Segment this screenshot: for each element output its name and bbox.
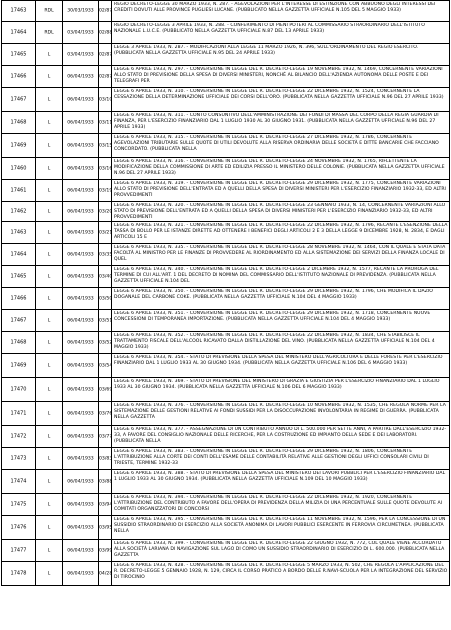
cell-record-number xyxy=(1,310,36,332)
cell-act-date xyxy=(63,44,99,66)
act-description-text: LEGGE 6 APRILE 1933, N. 388. - STATO DI PREVISIONE DELLA SPESA DEL MINISTERO DEI LAVORI PUBBLICI PER L'ESERCIZIO FINANZIARIO DAL 1 LUGLIO 1933 AL 30 GIUGNO 1934. (PUBBLICATA NELLA GAZZETTA UFFICIALE N.109 DEL 10 MAGGIO 1933) xyxy=(114,471,446,483)
cell-act-type-value: L xyxy=(47,479,51,484)
cell-record-number xyxy=(1,448,36,470)
cell-act-type-value: L xyxy=(47,230,51,235)
cell-record-number-value: 17476 xyxy=(10,524,27,530)
cell-act-code-value: 03/11 xyxy=(99,120,113,125)
cell-act-code-value: 02/87 xyxy=(99,74,113,79)
cell-act-date-value: 06/04/1933 xyxy=(67,387,94,392)
cell-record-number-value: 17463 xyxy=(10,7,27,14)
cell-act-code-value: 03/99 xyxy=(99,548,113,553)
cell-act-date-value: 06/04/1933 xyxy=(67,74,94,79)
act-description-text: LEGGE 6 APRILE 1933, N. 310. - CONVERSIONE IN LEGGE DEL R. DECRETO-LEGGE 22 DICEMBRE 1932, N. 1524, CONCERNENTE LA CESSAZIONE DELLA DETERMINAZIONE UFFICIALE DEI CORSI DELL'ORO. (PUBBLICATA NELLA GAZZETTA UFFICIALE N.96 DEL 27 APRILE 1933) xyxy=(114,89,444,101)
act-description-text: LEGGE 6 APRILE 1933, N. 399. - CONVERSIONE IN LEGGE DEL R. DECRETO-LEGGE 22 GIUGNO 1932, N. 772, COL QUALE VIENE ACCORDATO ALLA SOCIETÀ LARIANA DI NAVIGAZIONE SUL LAGO DI COMO UN SUSSIDIO STRAORDINARIO DI ESERCIZIO DI L. 600.000. (PUBBLICATA NELLA GAZZETTA xyxy=(114,541,445,559)
cell-act-code xyxy=(99,1,112,22)
cell-record-number-value: 17463 xyxy=(10,229,27,235)
cell-act-date xyxy=(63,378,99,402)
cell-act-type-value: L xyxy=(47,434,51,439)
act-description-text: LEGGE 6 APRILE 1933, N. 315. - CONVERSIONE IN LEGGE DEL R. DECRETO-LEGGE 27 DICEMBRE 1932, N. 1786, CONCERNENTE AGEVOLAZIONI TRIBUTARIE SULLE QUOTE DI UTILI DEVOLUTE ALLA RISERVA ORDINARIA DELLE SOCIETÀ E DITTE BANCARIE CHE FACCIANO CONCORDATO. (PUBBLICATA NELLA xyxy=(114,135,439,153)
cell-act-description xyxy=(112,288,450,310)
table-row xyxy=(1,22,450,44)
act-description-text: LEGGE 6 APRILE 1933, N. 383. - CONVERSIONE IN LEGGE DEL R. DECRETO-LEGGE 29 DICEMBRE 1932, N. 1806, CONCERNENTE L'ATTRIBUZIONE ALLA CORTE DEI CONTI DELL'ESAME DELLE CONTABILITÀ RELATIVE ALLE GESTIONI DEGLI UFFICI CONSOLARI CIVILI DI TRIESTE, TERMINE 1932-33 xyxy=(114,449,429,467)
cell-act-date-value: 06/04/1933 xyxy=(67,434,94,439)
cell-act-type-value: L xyxy=(47,274,51,279)
cell-act-code-value: 03/15 xyxy=(99,143,113,148)
cell-act-date-value: 30/03/1933 xyxy=(67,8,94,14)
cell-record-number xyxy=(1,540,36,562)
table-row xyxy=(1,470,450,494)
cell-act-code-value: 03/88 xyxy=(99,479,113,484)
cell-act-code xyxy=(99,22,112,44)
cell-act-type-value: L xyxy=(47,143,51,148)
cell-act-code xyxy=(99,202,112,222)
cell-record-number-value: 17471 xyxy=(10,410,27,416)
table-row xyxy=(1,112,450,134)
cell-act-type xyxy=(36,22,63,44)
register-table xyxy=(1,0,450,630)
cell-act-description xyxy=(112,22,450,44)
cell-act-date xyxy=(63,516,99,540)
cell-act-type xyxy=(36,494,63,516)
cell-record-number xyxy=(1,134,36,158)
cell-act-type xyxy=(36,332,63,354)
cell-act-type-value: L xyxy=(47,52,51,57)
cell-act-date xyxy=(63,22,99,44)
cell-act-description xyxy=(112,516,450,540)
cell-act-type-value: L xyxy=(47,97,51,102)
table-row xyxy=(1,180,450,202)
cell-record-number-value: 17478 xyxy=(10,570,27,576)
cell-record-number-value: 17465 xyxy=(10,51,27,57)
cell-act-date-value: 06/04/1933 xyxy=(67,340,94,345)
table-row xyxy=(1,562,450,586)
cell-record-number-value: 17470 xyxy=(10,386,27,392)
cell-record-number xyxy=(1,1,36,22)
cell-act-date-value: 06/04/1933 xyxy=(67,274,94,279)
cell-act-description xyxy=(112,266,450,288)
act-description-text: LEGGE 6 APRILE 1933, N. 316. - CONVERSIONE IN LEGGE DEL R. DECRETO-LEGGE 24 NOVEMBRE 1932, N. 1765, RIFLETTENTE LA MODIFICAZIONE DELLA COMMISSIONE DI ARTE ED EDILIZIA PRESSO IL MINISTERO DELLE COLONIE. (PUBBLICATA NELLA GAZZETTA UFFICIALE N.96 DEL 27 APRILE 1933) xyxy=(114,159,445,177)
cell-act-code-value: 04/28 xyxy=(99,571,113,576)
cell-record-number xyxy=(1,494,36,516)
cell-record-number xyxy=(1,470,36,494)
cell-act-date-value: 06/04/1933 xyxy=(67,479,94,484)
cell-act-type xyxy=(36,180,63,202)
cell-act-type xyxy=(36,378,63,402)
cell-act-date xyxy=(63,332,99,354)
cell-act-type-value: L xyxy=(47,502,51,507)
cell-act-date xyxy=(63,266,99,288)
cell-act-code xyxy=(99,562,112,586)
act-description-text: LEGGE 6 APRILE 1933, N. 335. - CONVERSIONE IN LEGGE DEL R. DECRETO-LEGGE 28 NOVEMBRE 1932, N. 1464, CON IL QUALE È STATA DATA FACOLTÀ AL MINISTRO PER LE FINANZE DI PROVVEDERE AL RIORDINAMENTO ED ALLA SISTEMAZIONE DEI SERVIZI DELLA FINANZA LOCALE DI QUEL xyxy=(114,245,446,263)
cell-act-type-value: RDL xyxy=(44,30,54,35)
cell-act-type-value: L xyxy=(47,340,51,345)
cell-act-type xyxy=(36,112,63,134)
cell-act-description xyxy=(112,112,450,134)
cell-act-type xyxy=(36,448,63,470)
cell-record-number-value: 17464 xyxy=(10,29,27,35)
table-row xyxy=(1,202,450,222)
table-row xyxy=(1,44,450,66)
cell-act-date-value: 06/04/1933 xyxy=(67,296,94,301)
act-description-text: LEGGE 6 APRILE 1933, N. 320. - CONVERSIONE IN LEGGE DEL R. DECRETO-LEGGE 23 GENNAIO 1933, N. 14, CONCERNENTE VARIAZIONI ALLO STATO DI PREVISIONE DELL'ENTRATA ED A QUELLI DELLA SPESA DI DIVERSI MINISTERI PER L'ESERCIZIO FINANZIARIO 1932-33, ED ALTRI PROVVEDIMENTI xyxy=(114,203,446,221)
cell-act-type xyxy=(36,288,63,310)
cell-record-number xyxy=(1,202,36,222)
table-row xyxy=(1,158,450,180)
cell-record-number xyxy=(1,402,36,426)
table-row xyxy=(1,402,450,426)
cell-act-code xyxy=(99,354,112,378)
cell-record-number xyxy=(1,354,36,378)
cell-record-number-value: 17468 xyxy=(10,119,27,125)
cell-act-description xyxy=(112,310,450,332)
cell-record-number xyxy=(1,288,36,310)
cell-record-number xyxy=(1,378,36,402)
cell-act-code-value: 03/16 xyxy=(99,166,113,171)
table-row xyxy=(1,266,450,288)
act-description-text: LEGGE 6 APRILE 1933, N. 311. - CONTO CONSUNTIVO DELL'AMMINISTRAZIONE DEI FONDI DI MASSA DEL CORPO DELLA REGIA GUARDIA DI FINANZA, PER L'ESERCIZIO FINANZIARIO DAL 1 LUGLIO 1930 AL 30 GIUGNO 1931. (PUBBLICATA NELLA GAZZETTA UFFICIALE N.96 DEL 27 APRILE 1933) xyxy=(114,113,439,131)
act-description-text: LEGGE 6 APRILE 1933, N. 297. - CONVERSIONE IN LEGGE DEL R. DECRETO-LEGGE 19 NOVEMBRE 1932, N. 1469, CONCERNENTE VARIAZIONI ALLO STATO DI PREVISIONE DELLA SPESA DI DIVERSI MINISTERI, NONCHÉ AL BILANCIO DELL'AZIENDA AUTONOMA DELLE POSTE E DEI TELEGRAFI PER xyxy=(114,67,443,85)
cell-record-number-value: 17467 xyxy=(10,317,27,323)
cell-act-type xyxy=(36,1,63,22)
cell-act-code xyxy=(99,332,112,354)
cell-record-number xyxy=(1,332,36,354)
cell-record-number-value: 17468 xyxy=(10,339,27,345)
cell-act-type xyxy=(36,562,63,586)
cell-act-code xyxy=(99,448,112,470)
table-row xyxy=(1,332,450,354)
table-row xyxy=(1,448,450,470)
cell-act-code-value: 03/76 xyxy=(99,411,113,416)
table-row xyxy=(1,288,450,310)
cell-act-type-value: L xyxy=(47,525,51,530)
cell-act-date xyxy=(63,134,99,158)
cell-record-number-value: 17462 xyxy=(10,208,27,214)
table-row xyxy=(1,378,450,402)
cell-act-type xyxy=(36,470,63,494)
cell-act-type-value: L xyxy=(47,188,51,193)
cell-act-description xyxy=(112,494,450,516)
cell-act-date xyxy=(63,470,99,494)
cell-act-type-value: RDL xyxy=(44,8,54,14)
cell-act-description xyxy=(112,202,450,222)
cell-act-code xyxy=(99,66,112,88)
table-row xyxy=(1,354,450,378)
cell-act-description xyxy=(112,222,450,244)
table-row xyxy=(1,426,450,448)
act-description-text: LEGGE 6 APRILE 1933, N. 351. - CONVERSIONE IN LEGGE DEL R. DECRETO-LEGGE 29 DICEMBRE 1932, N. 1718, CONCERNENTE NUOVE CONCESSIONI DI TEMPORANEA IMPORTAZIONE. (PUBBLICATA NELLA GAZZETTA UFFICIALE N.104 DEL 4 MAGGIO 1933) xyxy=(114,311,431,323)
cell-record-number-value: 17474 xyxy=(10,478,27,484)
cell-act-code xyxy=(99,288,112,310)
cell-act-type-value: L xyxy=(47,74,51,79)
act-description-text: LEGGE 6 APRILE 1933, N. 350. - CONVERSIONE IN LEGGE DEL R. DECRETO-LEGGE 29 DICEMBRE 1932, N. 1796, CHE MODIFICA IL DAZIO DOGANALE DEL CARBONE COKE. (PUBBLICATA NELLA GAZZETTA UFFICIALE N.104 DEL 4 MAGGIO 1933) xyxy=(114,289,433,301)
cell-act-date xyxy=(63,354,99,378)
table-row xyxy=(1,222,450,244)
act-description-text: LEGGE 6 APRILE 1933, N. 395. - CONVERSIONE IN LEGGE DEL R. DECRETO-LEGGE 11 NOVEMBRE 1932, N. 1596, PER LA CONCESSIONE DI UN SUSSIDIO STRAORDINARIO DI ESERCIZIO ALLA SOCIETÀ ANONIMA DI LAVORI PUBBLICI ESERCENTE IN FERROVIA CIRCUMETNEA. (PUBBLICATA NELLA xyxy=(114,517,446,535)
cell-act-date-value: 06/04/1933 xyxy=(67,363,94,368)
cell-act-type xyxy=(36,134,63,158)
cell-record-number xyxy=(1,266,36,288)
cell-act-code-value: 03/69 xyxy=(99,387,113,392)
cell-act-code xyxy=(99,426,112,448)
cell-record-number-value: 17473 xyxy=(10,455,27,461)
cell-act-code xyxy=(99,378,112,402)
act-description-text: LEGGE 6 APRILE 1933, N. 340. - CONVERSIONE IN LEGGE DEL R. DECRETO-LEGGE 2 DICEMBRE 1932, N. 1577, RECANTE LA PROROGA DEL TERMINE DI CUI ALL'ART. 1 DEL DECRETO DI NOMINA DEL COMMISSARIO DELL'ISTITUTO NAZIONALE DI PREVIDENZA. (PUBBLICATA NELLA GAZZETTA UFFICIALE N.104 DEL xyxy=(114,267,439,285)
table-row xyxy=(1,516,450,540)
cell-record-number-value: 17460 xyxy=(10,165,27,171)
cell-act-description xyxy=(112,332,450,354)
act-description-text: LEGGE 6 APRILE 1933, N. 394. - CONVERSIONE IN LEGGE DEL R. DECRETO-LEGGE 22 DICEMBRE 1932, N. 1920, CONCERNENTE L'ATTRIBUZIONE DEL CONTRIBUTO A FAVORE DELL'OPERA DI PREVIDENZA DELLA MILIZIA DI UNA PERCENTUALE SULLE QUOTE DEVOLUTE AI COMITATI ORGANIZZATORI DI CONCORSI xyxy=(114,495,443,513)
table-row xyxy=(1,494,450,516)
cell-act-code-value: 03/10 xyxy=(99,97,113,102)
cell-act-type xyxy=(36,244,63,266)
cell-act-description xyxy=(112,402,450,426)
cell-act-date-value: 06/04/1933 xyxy=(67,252,94,257)
cell-act-date xyxy=(63,244,99,266)
cell-record-number-value: 17477 xyxy=(10,547,27,553)
cell-act-type xyxy=(36,540,63,562)
cell-record-number xyxy=(1,88,36,112)
act-description-text: REGIO DECRETO-LEGGE 3 APRILE 1933, N. 288. - CONFERIMENTO DI PIENI POTERI AL COMMISSARIO STRAORDINARIO DELL'ISTITUTO NAZIONALE L.U.C.E. (PUBBLICATO NELLA GAZZETTA UFFICIALE N.87 DEL 13 APRILE 1933) xyxy=(114,23,425,35)
cell-act-date-value: 06/04/1933 xyxy=(67,571,94,576)
act-description-text: LEGGE 6 APRILE 1933, N. 376. - CONVERSIONE IN LEGGE DEL R. DECRETO-LEGGE 10 NOVEMBRE 1932, N. 1535, CHE REGOLA NORME PER LA SISTEMAZIONE DELLE GESTIONI RELATIVE AI FONDI SUSSIDI PER LA DISOCCUPAZIONE INVOLONTARIA IN REGIME DI GUERRA. (PUBBLICATA NELLA GAZZETTA xyxy=(114,403,446,421)
cell-act-code xyxy=(99,470,112,494)
cell-act-type xyxy=(36,426,63,448)
cell-act-type-value: L xyxy=(47,456,51,461)
cell-act-date-value: 06/04/1933 xyxy=(67,120,94,125)
cell-act-date xyxy=(63,1,99,22)
cell-act-code xyxy=(99,310,112,332)
cell-act-date xyxy=(63,202,99,222)
cell-act-date xyxy=(63,112,99,134)
act-description-text: REGIO DECRETO-LEGGE 30 MARZO 1933, N. 287. - AGEVOLAZIONI PER L'INTERESSE DI ESTINZIONE CON ABBUONO DEGLI INTERESSI DEI CREDITI DOVUTI ALLE PROVINCE PUGLIESI LUCANE. (PUBBLICATO NELLA GAZZETTA UFFICIALE N.105 DEL 5 MAGGIO 1933) xyxy=(114,2,436,14)
cell-record-number-value: 17466 xyxy=(10,295,27,301)
cell-act-description xyxy=(112,562,450,586)
cell-act-code-value: 03/94 xyxy=(99,502,113,507)
table-row xyxy=(1,244,450,266)
cell-record-number xyxy=(1,158,36,180)
cell-act-date-value: 06/04/1933 xyxy=(67,230,94,235)
cell-act-code xyxy=(99,44,112,66)
cell-act-type xyxy=(36,222,63,244)
cell-act-type xyxy=(36,202,63,222)
cell-act-description xyxy=(112,426,450,448)
cell-act-code xyxy=(99,180,112,202)
act-description-text: LEGGE 6 APRILE 1933, N. 377. - ASSEGNAZIONE DI UN CONTRIBUTO ANNUO DI L. 500.000 PER SETTE ANNI, A PARTIRE DALL'ESERCIZIO 1932-33, A FAVORE DEL CONSIGLIO NAZIONALE DELLE RICERCHE, PER LA COSTRUZIONE ED IMPIANTO DELLA SEDE E DEI LABORATORI. (PUBBLICATA NELLA xyxy=(114,427,447,445)
cell-act-code-value: 03/21 xyxy=(99,230,113,235)
act-description-text: LEGGE 3 APRILE 1933, N. 287. - MODIFICAZIONI ALLA LEGGE 11 MARZO 1926, N. 396, SULL'ORDINAMENTO DEL REGIO ESERCITO. (PUBBLICATA NELLA GAZZETTA UFFICIALE N.95 DEL 24 APRILE 1933) xyxy=(114,45,419,57)
cell-act-code-value: 03/83 xyxy=(99,456,113,461)
cell-record-number-value: 17469 xyxy=(10,142,27,148)
cell-act-type xyxy=(36,266,63,288)
cell-record-number xyxy=(1,112,36,134)
cell-record-number xyxy=(1,44,36,66)
cell-record-number xyxy=(1,244,36,266)
table-row xyxy=(1,540,450,562)
cell-act-code-value: 03/52 xyxy=(99,340,113,345)
cell-act-code-value: 02/87 xyxy=(99,52,113,57)
cell-act-code xyxy=(99,266,112,288)
cell-act-description xyxy=(112,158,450,180)
cell-record-number xyxy=(1,22,36,44)
cell-act-date xyxy=(63,66,99,88)
cell-act-date-value: 06/04/1933 xyxy=(67,411,94,416)
cell-act-code-value: 03/50 xyxy=(99,296,113,301)
cell-act-code xyxy=(99,540,112,562)
act-description-text: LEGGE 6 APRILE 1933, N. 321. - CONVERSIONE IN LEGGE DEL R. DECRETO-LEGGE 22 DICEMBRE 1932, N. 1796, RECANTE L'ESENZIONE DELLA TASSA DI BOLLO PER LE ISTANZE DIRETTE AD OTTENERE I BENEFICI DEGLI ARTICOLI 2 E 3 DELLA LEGGE 9 DICEMBRE 1928, N. 2834, E DAGLI ARTICOLI 15 E xyxy=(114,223,448,241)
cell-act-description xyxy=(112,470,450,494)
cell-record-number-value: 17469 xyxy=(10,362,27,368)
cell-act-code xyxy=(99,112,112,134)
cell-act-date xyxy=(63,494,99,516)
act-description-text: LEGGE 6 APRILE 1933, N. 352. - CONVERSIONE IN LEGGE DEL R. DECRETO-LEGGE 22 DICEMBRE 1932, N. 1834, CHE STABILISCE IL TRATTAMENTO FISCALE DELL'ALCOOL RICAVATO DALLA DISTILLAZIONE DEL VINO. (PUBBLICATA NELLA GAZZETTA UFFICIALE N.104 DEL 4 MAGGIO 1933) xyxy=(114,333,435,351)
cell-act-type xyxy=(36,354,63,378)
cell-act-code xyxy=(99,494,112,516)
table-row xyxy=(1,88,450,112)
cell-act-description xyxy=(112,1,450,22)
cell-act-type-value: L xyxy=(47,411,51,416)
act-description-text: LEGGE 6 APRILE 1933, N. 369. - STATO DI PREVISIONE DEL MINISTERO DI GRAZIA E GIUSTIZIA PER L'ESERCIZIO FINANZIARIO DAL 1 LUGLIO 1933 AL 30 GIUGNO 1934. (PUBBLICATA NELLA GAZZETTA UFFICIALE N.106 DEL 6 MAGGIO 1933) xyxy=(114,379,440,391)
cell-act-code xyxy=(99,516,112,540)
cell-act-description xyxy=(112,540,450,562)
cell-act-code-value: 03/40 xyxy=(99,274,113,279)
cell-act-date xyxy=(63,426,99,448)
cell-act-date xyxy=(63,180,99,202)
cell-act-code-value: 02/87 xyxy=(99,8,113,14)
cell-act-code-value: 02/88 xyxy=(99,30,113,35)
cell-act-code-value: 03/51 xyxy=(99,318,113,323)
cell-act-description xyxy=(112,244,450,266)
cell-act-date xyxy=(63,222,99,244)
cell-act-description xyxy=(112,88,450,112)
act-description-text: LEGGE 6 APRILE 1933, N. 354. - STATO DI PREVISIONE DELLA SPESA DEL MINISTERO DELL'AGRICOLTURA E DELLE FORESTE PER L'ESERCIZIO FINANZIARIO DAL 1 LUGLIO 1933 AL 30 GIUGNO 1934. (PUBBLICATA NELLA GAZZETTA UFFICIALE N.106 DEL 6 MAGGIO 1933) xyxy=(114,355,443,367)
cell-record-number xyxy=(1,66,36,88)
cell-record-number xyxy=(1,562,36,586)
cell-act-description xyxy=(112,44,450,66)
cell-act-date-value: 06/04/1933 xyxy=(67,456,94,461)
cell-act-type-value: L xyxy=(47,318,51,323)
cell-act-type-value: L xyxy=(47,120,51,125)
cell-act-description xyxy=(112,448,450,470)
cell-act-type-value: L xyxy=(47,387,51,392)
cell-act-code-value: 03/95 xyxy=(99,525,113,530)
table-row xyxy=(1,66,450,88)
cell-act-code xyxy=(99,158,112,180)
cell-act-date-value: 06/04/1933 xyxy=(67,502,94,507)
cell-act-type xyxy=(36,402,63,426)
cell-record-number-value: 17465 xyxy=(10,273,27,279)
cell-act-description xyxy=(112,378,450,402)
cell-record-number-value: 17467 xyxy=(10,96,27,102)
cell-act-code-value: 03/19 xyxy=(99,188,113,193)
cell-act-code-value: 03/20 xyxy=(99,209,113,214)
cell-act-date-value: 06/04/1933 xyxy=(67,209,94,214)
cell-act-code xyxy=(99,222,112,244)
cell-act-date xyxy=(63,158,99,180)
cell-act-type xyxy=(36,310,63,332)
cell-act-type xyxy=(36,158,63,180)
cell-act-type-value: L xyxy=(47,571,51,576)
cell-act-type-value: L xyxy=(47,363,51,368)
cell-act-date xyxy=(63,88,99,112)
cell-act-date xyxy=(63,402,99,426)
cell-act-date-value: 06/04/1933 xyxy=(67,97,94,102)
cell-record-number-value: 17466 xyxy=(10,73,27,79)
cell-act-code-value: 03/77 xyxy=(99,434,113,439)
cell-act-date xyxy=(63,310,99,332)
cell-act-description xyxy=(112,180,450,202)
cell-act-date xyxy=(63,540,99,562)
cell-act-code xyxy=(99,134,112,158)
cell-act-description xyxy=(112,354,450,378)
cell-act-description xyxy=(112,66,450,88)
cell-record-number xyxy=(1,180,36,202)
cell-record-number-value: 17475 xyxy=(10,501,27,507)
cell-act-code xyxy=(99,88,112,112)
cell-act-type xyxy=(36,44,63,66)
cell-act-date-value: 06/04/1933 xyxy=(67,548,94,553)
cell-act-date-value: 06/04/1933 xyxy=(67,318,94,323)
cell-act-date xyxy=(63,288,99,310)
cell-record-number xyxy=(1,222,36,244)
table-row xyxy=(1,0,450,22)
cell-act-date-value: 06/04/1933 xyxy=(67,188,94,193)
cell-act-type xyxy=(36,88,63,112)
cell-act-date xyxy=(63,448,99,470)
cell-act-description xyxy=(112,134,450,158)
cell-act-type-value: L xyxy=(47,296,51,301)
cell-record-number-value: 17464 xyxy=(10,251,27,257)
cell-act-code-value: 03/35 xyxy=(99,252,113,257)
cell-act-date-value: 06/04/1933 xyxy=(67,143,94,148)
cell-act-type-value: L xyxy=(47,209,51,214)
cell-act-type-value: L xyxy=(47,548,51,553)
act-description-text: LEGGE 6 APRILE 1933, N. 428. - CONVERSIONE IN LEGGE DEL R. DECRETO-LEGGE 5 MARZO 1933, N. 502, CHE REGOLA L'APPLICAZIONE DEL R. DECRETO-LEGGE 5 GENNAIO 1928, N. 129, CIRCA IL CORSO PRATICO A BORDO DELLE R.NAVI-SCUOLA PER LA INTEGRAZIONE DEL SERVIZIO DI TIROCINIO xyxy=(114,563,448,581)
cell-act-date-value: 03/04/1933 xyxy=(67,52,94,57)
cell-act-type-value: L xyxy=(47,252,51,257)
cell-act-type xyxy=(36,66,63,88)
cell-record-number xyxy=(1,426,36,448)
cell-act-code xyxy=(99,402,112,426)
cell-record-number xyxy=(1,516,36,540)
cell-act-date-value: 03/04/1933 xyxy=(67,30,94,35)
cell-record-number-value: 17472 xyxy=(10,433,27,439)
cell-act-date-value: 06/04/1933 xyxy=(67,525,94,530)
cell-act-type xyxy=(36,516,63,540)
cell-act-date xyxy=(63,562,99,586)
table-row xyxy=(1,310,450,332)
cell-act-code-value: 03/54 xyxy=(99,363,113,368)
table-row xyxy=(1,134,450,158)
cell-record-number-value: 17461 xyxy=(10,187,27,193)
cell-act-type-value: L xyxy=(47,166,51,171)
act-description-text: LEGGE 6 APRILE 1933, N. 319. - CONVERSIONE IN LEGGE DEL R. DECRETO-LEGGE 29 DICEMBRE 1932, N. 1775, CONCERNENTE VARIAZIONI ALLO STATO DI PREVISIONE DELL'ENTRATA ED A QUELLI DELLA SPESA DI DIVERSI MINISTERI PER L'ESERCIZIO FINANZIARIO 1932-33, ED ALTRI PROVVEDIMENTI xyxy=(114,181,446,199)
cell-act-date-value: 06/04/1933 xyxy=(67,166,94,171)
cell-act-code xyxy=(99,244,112,266)
